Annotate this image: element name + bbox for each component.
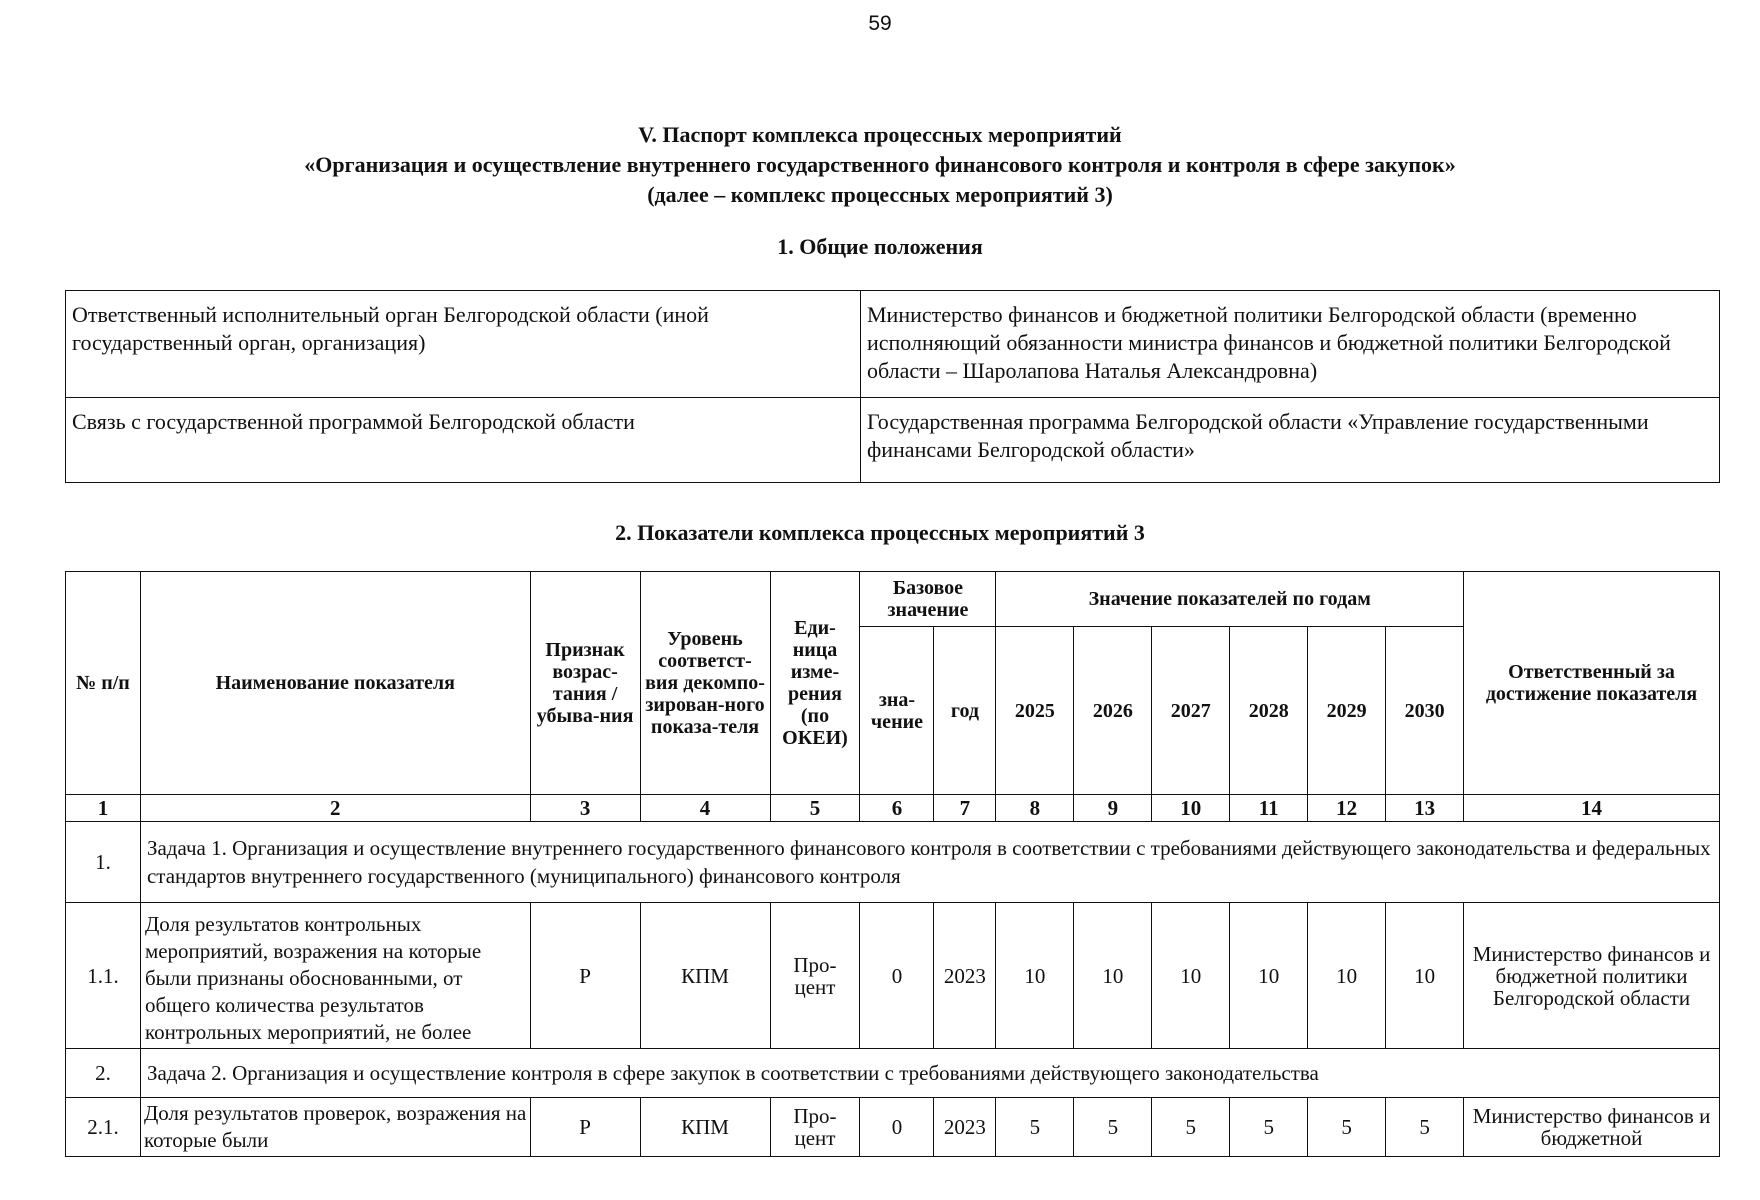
indicator-row-2-1 [66, 1098, 1720, 1157]
header-year-2028: 2028 [1230, 627, 1308, 795]
row2-1-value-2026: 5 [1074, 1098, 1152, 1157]
column-number: 13 [1386, 795, 1464, 822]
title-line-1: V. Паспорт комплекса процессных мероприятий [638, 122, 1122, 147]
row1-1-level: КПМ [640, 903, 770, 1049]
column-number: 2 [140, 795, 530, 822]
row2-1-value-2030: 5 [1386, 1098, 1464, 1157]
row2-1-value-2029: 5 [1308, 1098, 1386, 1157]
column-number: 5 [770, 795, 860, 822]
row1-1-base-value: 0 [860, 903, 934, 1049]
column-number: 14 [1464, 795, 1720, 822]
column-number: 9 [1074, 795, 1152, 822]
row2-1-value-2025: 5 [996, 1098, 1074, 1157]
row1-1-value-2027: 10 [1152, 903, 1230, 1049]
header-year-2030: 2030 [1386, 627, 1464, 795]
row2-1-value-2027: 5 [1152, 1098, 1230, 1157]
row2-1-value-2028: 5 [1230, 1098, 1308, 1157]
task1-num: 1. [66, 822, 141, 903]
column-number: 6 [860, 795, 934, 822]
row1-1-num: 1.1. [66, 903, 141, 1049]
header-years-group: Значение показателей по годам [996, 572, 1464, 627]
task1-text: Задача 1. Организация и осуществление внутреннего государственного финансового контроля в соответствии с требованиями действующего законодательства и федеральных стандартов внутреннего государственного (муниципального) финансового контроля [140, 822, 1719, 903]
task2-text: Задача 2. Организация и осуществление контроля в сфере закупок в соответствии с требованиями действующего законодательства [140, 1049, 1719, 1098]
row1-1-value-2025: 10 [996, 903, 1074, 1049]
indicators-table [65, 571, 1720, 1157]
header-year-2026: 2026 [1074, 627, 1152, 795]
header-name: Наименование показателя [140, 572, 530, 795]
indicator-row-1-1 [66, 903, 1720, 1049]
row2-1-sign: Р [530, 1098, 640, 1157]
header-base: Базовое значение [860, 572, 996, 627]
task2-num: 2. [66, 1049, 141, 1098]
column-number: 3 [530, 795, 640, 822]
row2-1-base-year: 2023 [934, 1098, 996, 1157]
program-link-label: Связь с государственной программой Белгородской области [66, 398, 861, 483]
row2-1-num: 2.1. [66, 1098, 141, 1157]
row2-1-level: КПМ [640, 1098, 770, 1157]
column-numbers-row [66, 795, 1720, 822]
row1-1-name: Доля результатов контрольных мероприятий, возражения на которые были признаны обоснованными, от общего количества результатов контрольных мероприятий, не более [140, 903, 530, 1049]
row1-1-unit: Про-цент [770, 903, 860, 1049]
header-responsible: Ответственный за достижение показателя [1464, 572, 1720, 795]
title-line-3: (далее – комплекс процессных мероприятий 3) [647, 182, 1113, 207]
row1-1-base-year: 2023 [934, 903, 996, 1049]
header-row-1 [66, 572, 1720, 627]
header-num: № п/п [66, 572, 141, 795]
row2-1-base-value: 0 [860, 1098, 934, 1157]
column-number: 11 [1230, 795, 1308, 822]
header-year-2029: 2029 [1308, 627, 1386, 795]
column-number: 10 [1152, 795, 1230, 822]
header-sign: Признак возрас-тания / убыва-ния [530, 572, 640, 795]
row1-1-value-2030: 10 [1386, 903, 1464, 1049]
row1-1-sign: Р [530, 903, 640, 1049]
header-level: Уровень соответст-вия декомпо-зирован-ного показа-теля [640, 572, 770, 795]
row2-1-name: Доля результатов проверок, возражения на которые были [140, 1098, 530, 1157]
section1-title: 1. Общие положения [777, 234, 983, 259]
header-base-year: год [934, 627, 996, 795]
task2-row [66, 1049, 1720, 1098]
task1-row [66, 822, 1720, 903]
row1-1-value-2026: 10 [1074, 903, 1152, 1049]
document-title [0, 120, 1760, 210]
page-number: 59 [868, 12, 892, 35]
responsible-value: Министерство финансов и бюджетной политики Белгородской области (временно исполняющий обязанности министра финансов и бюджетной политики Белгородской области – Шаролапова Наталья Александровна) [861, 291, 1720, 398]
column-number: 1 [66, 795, 141, 822]
row1-1-value-2028: 10 [1230, 903, 1308, 1049]
header-base-value: зна-чение [860, 627, 934, 795]
general-provisions-table [65, 290, 1720, 483]
section2-title: 2. Показатели комплекса процессных мероприятий 3 [615, 520, 1145, 545]
table-row [66, 398, 1720, 483]
column-number: 12 [1308, 795, 1386, 822]
row1-1-responsible: Министерство финансов и бюджетной политики Белгородской области [1464, 903, 1720, 1049]
program-link-value: Государственная программа Белгородской области «Управление государственными финансами Белгородской области» [861, 398, 1720, 483]
header-unit: Еди-ница изме-рения (по ОКЕИ) [770, 572, 860, 795]
row2-1-responsible: Министерство финансов и бюджетной [1464, 1098, 1720, 1157]
title-line-2: «Организация и осуществление внутреннего государственного финансового контроля и контроля в сфере закупок» [304, 152, 1456, 177]
header-year-2027: 2027 [1152, 627, 1230, 795]
column-number: 7 [934, 795, 996, 822]
row1-1-value-2029: 10 [1308, 903, 1386, 1049]
table-row [66, 291, 1720, 398]
responsible-label: Ответственный исполнительный орган Белгородской области (иной государственный орган, организация) [66, 291, 861, 398]
column-number: 8 [996, 795, 1074, 822]
header-year-2025: 2025 [996, 627, 1074, 795]
row2-1-unit: Про-цент [770, 1098, 860, 1157]
column-number: 4 [640, 795, 770, 822]
